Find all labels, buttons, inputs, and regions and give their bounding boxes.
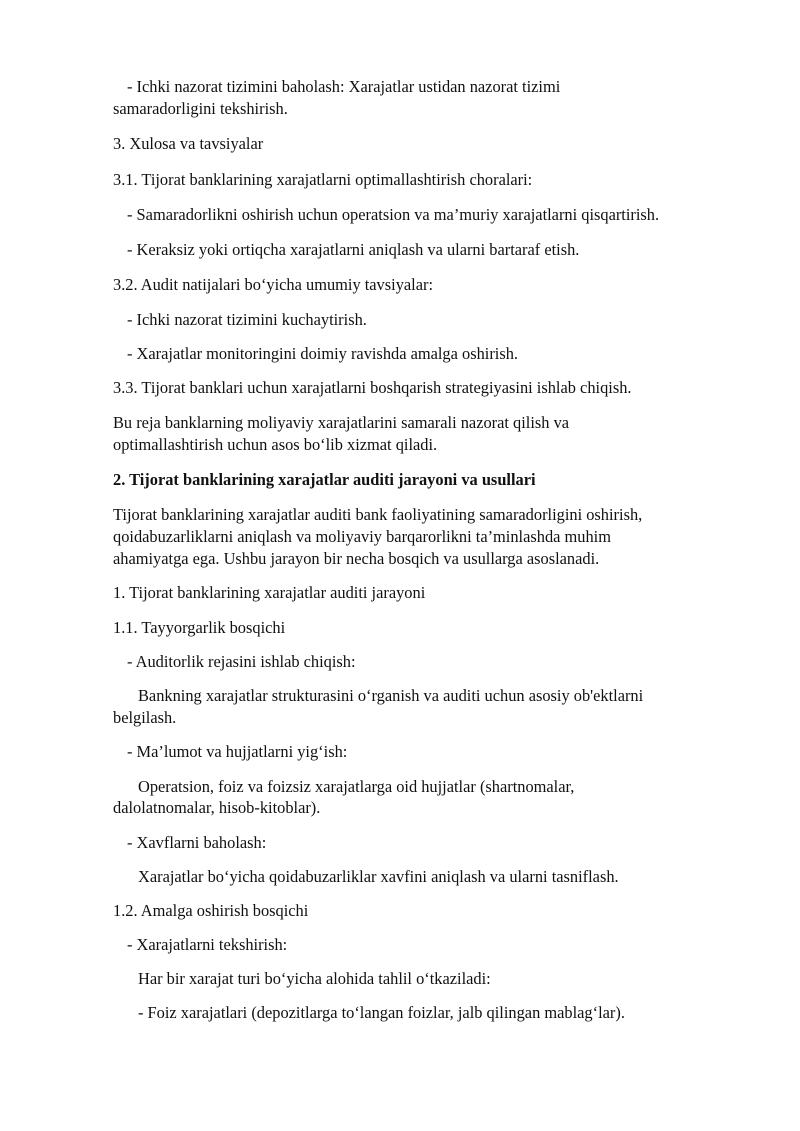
text-line-plan-summary: Bu reja banklarning moliyaviy xarajatlarini samarali nazorat qilish va xyxy=(113,413,570,432)
bullet-unnecessary-costs: - Keraksiz yoki ortiqcha xarajatlarni aniqlash va ularni bartaraf etish. xyxy=(127,240,580,259)
subsection-3-1: 3.1. Tijorat banklarining xarajatlarni optimallashtirish choralari: xyxy=(113,170,533,189)
text-line-intro-2: qoidabuzarliklarni aniqlash va moliyaviy barqarorlikni ta’minlashda muhim xyxy=(113,527,611,546)
text-line-internal-control: - Ichki nazorat tizimini baholash: Xarajatlar ustidan nazorat tizimi xyxy=(127,77,561,96)
text-line-intro-1: Tijorat banklarining xarajatlar auditi bank faoliyatining samaradorligini oshirish, xyxy=(113,505,643,524)
bullet-strengthen-control: - Ichki nazorat tizimini kuchaytirish. xyxy=(127,310,367,329)
text-line-documents: Operatsion, foiz va foizsiz xarajatlarga oid hujjatlar (shartnomalar, xyxy=(138,777,575,796)
text-line-cost-structure-cont: belgilash. xyxy=(113,708,177,727)
bullet-collect-documents: - Ma’lumot va hujjatlarni yig‘ish: xyxy=(127,742,348,761)
bullet-interest-costs: - Foiz xarajatlari (depozitlarga to‘langan foizlar, jalb qilingan mablag‘lar). xyxy=(138,1003,625,1022)
section-heading-conclusions: 3. Xulosa va tavsiyalar xyxy=(113,134,264,153)
text-line-efficiency-check: samaradorligini tekshirish. xyxy=(113,99,288,118)
text-line-intro-3: ahamiyatga ega. Ushbu jarayon bir necha bosqich va usullarga asoslanadi. xyxy=(113,549,600,568)
bullet-audit-plan: - Auditorlik rejasini ishlab chiqish: xyxy=(127,652,356,671)
text-line-cost-structure: Bankning xarajatlar strukturasini o‘rganish va auditi uchun asosiy ob'ektlarni xyxy=(138,686,644,705)
subsection-3-2: 3.2. Audit natijalari bo‘yicha umumiy tavsiyalar: xyxy=(113,275,434,294)
text-line-documents-cont: dalolatnomalar, hisob-kitoblar). xyxy=(113,798,321,817)
bullet-check-costs: - Xarajatlarni tekshirish: xyxy=(127,935,288,954)
section-heading-audit-process: 2. Tijorat banklarining xarajatlar auditi jarayoni va usullari xyxy=(113,470,536,489)
subsection-3-3: 3.3. Tijorat banklari uchun xarajatlarni boshqarish strategiyasini ishlab chiqish. xyxy=(113,378,632,397)
bullet-reduce-costs: - Samaradorlikni oshirish uchun operatsion va ma’muriy xarajatlarni qisqartirish. xyxy=(127,205,660,224)
text-line-analysis: Har bir xarajat turi bo‘yicha alohida tahlil o‘tkaziladi: xyxy=(138,969,491,988)
subsection-1-2: 1.2. Amalga oshirish bosqichi xyxy=(113,901,309,920)
text-line-risk-classify: Xarajatlar bo‘yicha qoidabuzarliklar xavfini aniqlash va ularni tasniflash. xyxy=(138,867,619,886)
bullet-risk-assessment: - Xavflarni baholash: xyxy=(127,833,267,852)
heading-audit-process-1: 1. Tijorat banklarining xarajatlar auditi jarayoni xyxy=(113,583,426,602)
bullet-monitoring: - Xarajatlar monitoringini doimiy ravishda amalga oshirish. xyxy=(127,344,519,363)
subsection-1-1: 1.1. Tayyorgarlik bosqichi xyxy=(113,618,286,637)
text-line-plan-summary-cont: optimallashtirish uchun asos bo‘lib xizmat qiladi. xyxy=(113,435,438,454)
